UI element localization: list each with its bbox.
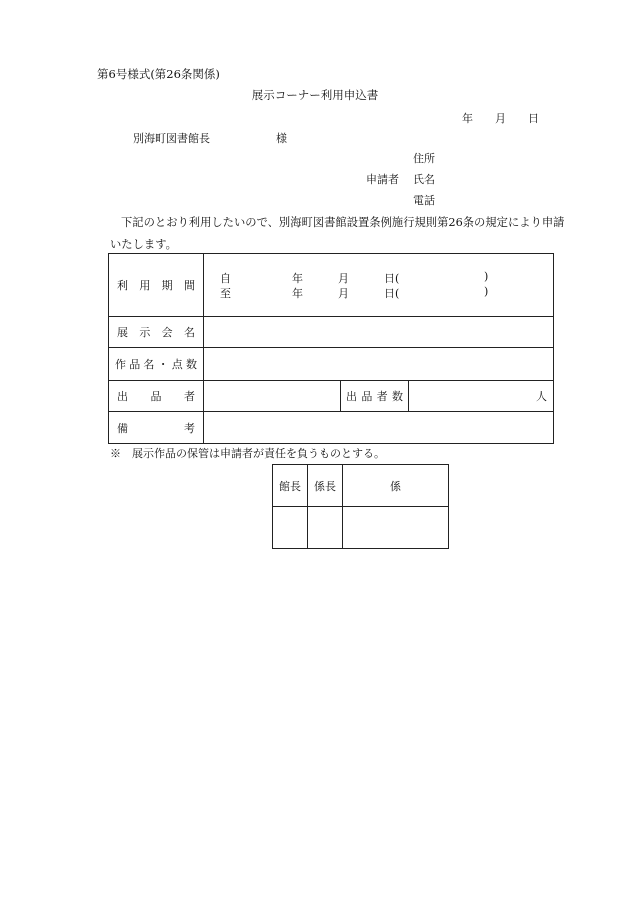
addressee-name: 別海町図書館長 [133,132,210,145]
date-line [462,110,539,126]
table-row [273,507,449,549]
to-year: 年 [292,287,303,300]
from-day: 日( [384,272,400,285]
from-year: 年 [292,272,303,285]
exhibitor-label: 出品者 [109,381,204,412]
from-label: 自 [220,272,231,285]
addressee [133,130,287,146]
stamp-staff-label: 係 [343,465,449,507]
approval-stamp-table [272,464,449,549]
application-table [108,253,554,444]
to-close: ) [484,285,489,298]
period-from-line [204,270,553,285]
applicant-label: 申請者 [366,173,399,186]
addressee-honorific: 様 [276,132,287,145]
table-row [109,348,554,381]
stamp-director-box[interactable] [273,507,308,549]
period-to-line [204,285,553,300]
applicant-name: 氏名 [413,173,435,186]
stamp-chief-label: 係長 [308,465,343,507]
stamp-staff-box[interactable] [343,507,449,549]
table-row [109,254,554,317]
to-day: 日( [384,287,400,300]
person-unit: 人 [536,390,548,403]
to-label: 至 [220,287,231,300]
table-row [109,381,554,412]
table-row [109,317,554,348]
from-month: 月 [338,272,349,285]
remarks-field[interactable] [204,412,554,444]
applicant-address: 住所 [413,152,435,165]
from-close: ) [484,270,489,283]
storage-note: ※ 展示作品の保管は申請者が責任を負うものとする。 [110,447,385,460]
to-month: 月 [338,287,349,300]
exhibition-name-label: 展示会名 [109,317,204,348]
period-cell[interactable] [204,254,554,317]
works-label: 作品名・点数 [109,348,204,381]
exhibitor-count-label: 出品者数 [341,381,409,412]
date-month: 月 [495,112,506,125]
form-number: 第6号様式(第26条関係) [97,67,220,81]
applicant-phone: 電話 [413,194,435,207]
date-day: 日 [528,112,539,125]
date-year: 年 [462,112,473,125]
table-row [273,465,449,507]
exhibitor-count-field[interactable] [409,381,554,412]
period-label: 利用期間 [109,254,204,317]
stamp-chief-box[interactable] [308,507,343,549]
stamp-director-label: 館長 [273,465,308,507]
exhibitor-field[interactable] [204,381,341,412]
table-row [109,412,554,444]
document-title: 展示コーナー利用申込書 [251,88,379,102]
exhibition-name-field[interactable] [204,317,554,348]
works-field[interactable] [204,348,554,381]
remarks-label: 備考 [109,412,204,444]
body-text: 下記のとおり利用したいので、別海町図書館設置条例施行規則第26条の規定により申請いたします。 [110,216,565,251]
